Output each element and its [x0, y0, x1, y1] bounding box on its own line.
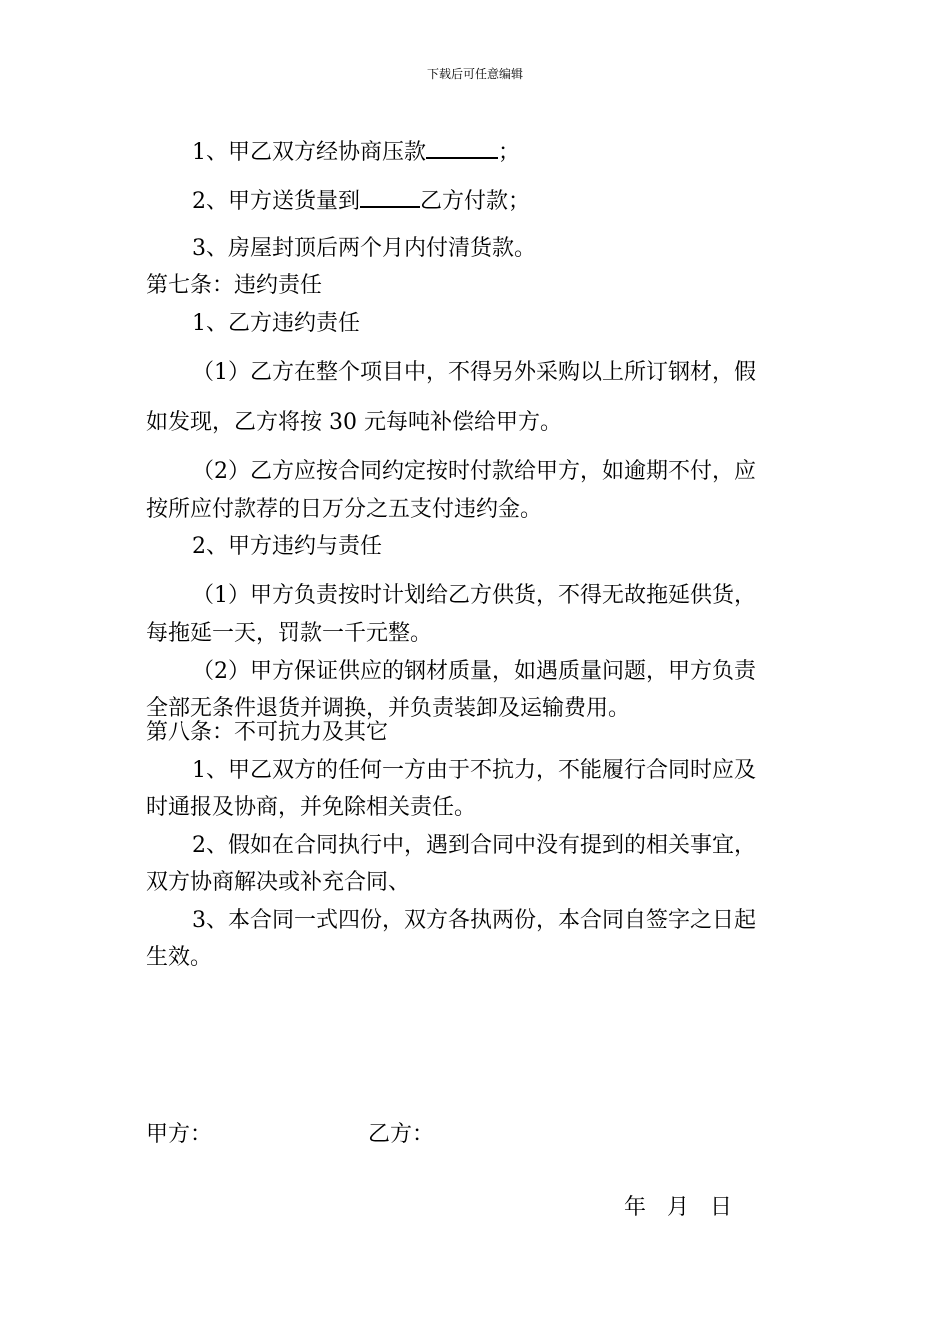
article-7-item-4-line-2: 全部无条件退货并调换，并负责装卸及运输费用。	[146, 696, 631, 721]
article-7-item-3-line-1: （1）甲方负责按时计划给乙方供货，不得无故拖延供货，	[192, 583, 756, 608]
signature-party-a: 甲方：	[146, 1122, 213, 1147]
article-7-sub-2: 2、甲方违约与责任	[192, 534, 382, 559]
blank-line	[426, 135, 498, 159]
article-7-item-1-line-2: 如发现，乙方将按 30 元每吨补偿给甲方。	[146, 410, 562, 435]
article-8-clause-3-line-1: 3、本合同一式四份，双方各执两份，本合同自签字之日起	[192, 908, 756, 933]
article-8-title: 第八条：不可抗力及其它	[146, 720, 389, 745]
blank-line	[360, 184, 420, 208]
clause-payment-1-text: 1、甲乙双方经协商压款	[192, 140, 426, 165]
signature-party-b: 乙方：	[368, 1122, 435, 1147]
article-8-clause-1-line-1: 1、甲乙双方的任何一方由于不抗力，不能履行合同时应及	[192, 758, 756, 783]
article-8-clause-3-line-2: 生效。	[146, 945, 213, 970]
article-8-clause-2-line-1: 2、假如在合同执行中，遇到合同中没有提到的相关事宜，	[192, 833, 756, 858]
article-7-sub-1: 1、乙方违约责任	[192, 311, 360, 336]
clause-payment-2-end: 乙方付款；	[420, 189, 531, 214]
clause-payment-2	[192, 184, 530, 217]
article-7-item-2-line-2: 按所应付款荐的日万分之五支付违约金。	[146, 497, 543, 522]
article-7-item-4-line-1: （2）甲方保证供应的钢材质量，如遇质量问题，甲方负责	[192, 659, 756, 684]
article-7-item-1-line-1: （1）乙方在整个项目中，不得另外采购以上所订钢材，假	[192, 360, 756, 385]
article-7-item-3-line-2: 每拖延一天，罚款一千元整。	[146, 621, 433, 646]
clause-payment-3: 3、房屋封顶后两个月内付清货款。	[192, 236, 536, 261]
clause-payment-2-text: 2、甲方送货量到	[192, 189, 360, 214]
article-7-item-2-line-1: （2）乙方应按合同约定按时付款给甲方，如逾期不付，应	[192, 459, 756, 484]
article-7-title: 第七条：违约责任	[146, 273, 323, 298]
page-header: 下载后可任意编辑	[426, 67, 523, 81]
article-8-clause-2-line-2: 双方协商解决或补充合同、	[146, 870, 411, 895]
clause-payment-1-end: ；	[498, 140, 521, 165]
clause-payment-1	[192, 135, 520, 168]
signature-date: 年 月 日	[624, 1195, 732, 1220]
article-8-clause-1-line-2: 时通报及协商，并免除相关责任。	[146, 795, 477, 820]
